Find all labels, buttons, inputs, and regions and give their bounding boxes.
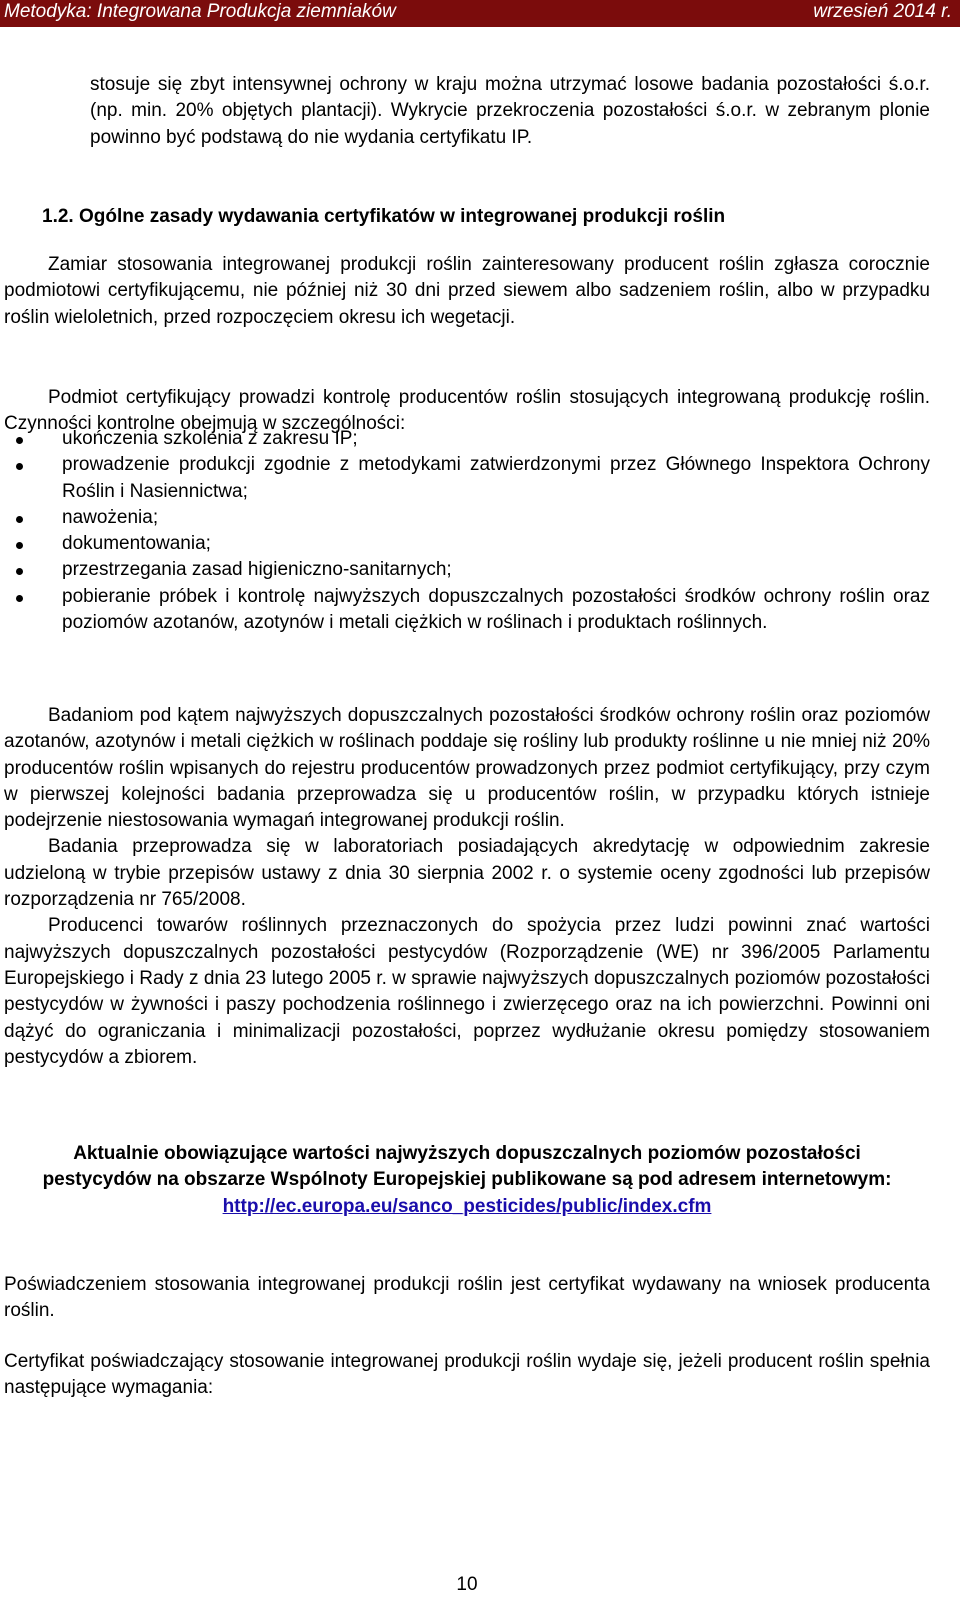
intro-paragraph: stosuje się zbyt intensywnej ochrony w kraju można utrzymać losowe badania pozostałości ś.o.r. (np. min. 20% objętych plantacji). Wykrycie przekroczenia pozostałości ś.o.r. w zebranym plonie powinno być podstawą do nie wydania certyfikatu IP. (90, 74, 930, 148)
list-item: ukończenia szkolenia z zakresu IP; (4, 426, 930, 452)
bullet-icon (16, 595, 23, 602)
bullet-icon (16, 516, 23, 523)
section-heading: 1.2. Ogólne zasady wydawania certyfikatów w integrowanej produkcji roślin (42, 206, 726, 227)
residue-testing-section (4, 703, 930, 1071)
paragraph-certificate: Poświadczeniem stosowania integrowanej produkcji roślin jest certyfikat wydawany na wniosek producenta roślin. (4, 1274, 930, 1322)
header-date: wrzesień 2014 r. (813, 1, 952, 22)
paragraph-laboratories: Badania przeprowadza się w laboratoriach posiadających akredytację w odpowiednim zakresie udzieloną w trybie przepisów ustawy z dnia 30 sierpnia 2002 r. o systemie oceny zgodności lub przepisów rozporządzenia nr 765/2008. (4, 836, 930, 911)
page-header (0, 0, 960, 27)
paragraph-mrl: Producenci towarów roślinnych przeznaczonych do spożycia przez ludzi powinni znać wartości najwyższych dopuszczalnych pozostałości pestycydów (Rozporządzenie (WE) nr 396/2005 Parlamentu Europejskiego i Rady z dnia 23 lutego 2005 r. w sprawie najwyższych dopuszczalnych poziomów pozostałości pestycydów w żywności i paszy pochodzenia roślinnego i zwierzęcego oraz na ich powierzchni. Powinni oni dążyć do ograniczania i minimalizacji pozostałości, poprzez wydłużanie okresu pomiędzy stosowaniem pestycydów a zbiorem. (4, 915, 930, 1068)
paragraph-requirements: Certyfikat poświadczający stosowanie integrowanej produkcji roślin wydaje się, jeżeli producent roślin spełnia następujące wymagania: (4, 1351, 930, 1399)
list-item: pobieranie próbek i kontrolę najwyższych dopuszczalnych pozostałości środków ochrony roślin oraz poziomów azotanów, azotynów i metali ciężkich w roślinach i produktach roślinnych. (4, 584, 930, 637)
list-item: przestrzegania zasad higieniczno-sanitarnych; (4, 557, 930, 583)
bullet-icon (16, 542, 23, 549)
pesticides-database-link[interactable]: http://ec.europa.eu/sanco_pesticides/public/index.cfm (222, 1195, 712, 1217)
paragraph-application: Zamiar stosowania integrowanej produkcji roślin zainteresowany producent roślin zgłasza corocznie podmiotowi certyfikującemu, nie później niż 30 dni przed siewem albo sadzeniem roślin, albo w przypadku roślin wieloletnich, przed rozpoczęciem okresu ich wegetacji. (4, 254, 930, 328)
list-item: dokumentowania; (4, 531, 930, 557)
control-activities-list (4, 426, 930, 636)
bullet-icon (16, 463, 23, 470)
bullet-icon (16, 568, 23, 575)
mrl-notice-text: Aktualnie obowiązujące wartości najwyższych dopuszczalnych poziomów pozostałości pestycydów na obszarze Wspólnoty Europejskiej publikowane są pod adresem internetowym: (42, 1143, 892, 1191)
bullet-icon (16, 437, 23, 444)
list-item: nawożenia; (4, 505, 930, 531)
list-item: prowadzenie produkcji zgodnie z metodykami zatwierdzonymi przez Głównego Inspektora Ochrony Roślin i Nasiennictwa; (4, 452, 930, 505)
paragraph-control: Podmiot certyfikujący prowadzi kontrolę producentów roślin stosujących integrowaną produkcję roślin. Czynności kontrolne obejmują w szczególności: (4, 387, 930, 435)
header-title: Metodyka: Integrowana Produkcja ziemniaków (4, 1, 396, 22)
page-number: 10 (456, 1574, 478, 1595)
mrl-notice (4, 1141, 930, 1220)
paragraph-residue-testing: Badaniom pod kątem najwyższych dopuszczalnych pozostałości środków ochrony roślin oraz poziomów azotanów, azotynów i metali ciężkich w roślinach poddaje się rośliny lub produkty roślinne u nie mniej niż 20% producentów roślin wpisanych do rejestru producentów prowadzonych przez podmiot certyfikujący, przy czym w pierwszej kolejności badania przeprowadza się u producentów roślin, w przypadku których istnieje podejrzenie niestosowania wymagań integrowanej produkcji roślin. (4, 705, 930, 832)
